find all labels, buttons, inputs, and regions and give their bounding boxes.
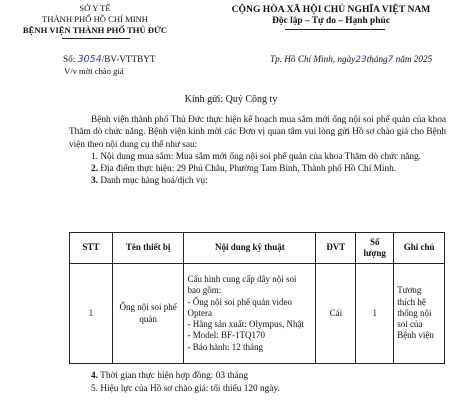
col-header-qty: Số lượng — [356, 233, 394, 264]
goods-table — [69, 232, 445, 364]
item-1-label: Nội dung mua sắm: — [100, 151, 174, 162]
table-header-row — [70, 233, 445, 264]
date-month-handwritten: 7 — [387, 55, 394, 65]
item-3-number: 3. — [91, 176, 98, 187]
item-2-label: Địa điểm thực hiện: — [100, 164, 175, 175]
item-1-number: 1. — [91, 151, 98, 162]
cell-qty: 1 — [356, 264, 394, 364]
date-prefix: Tp. Hồ Chí Minh, ngày — [270, 54, 356, 64]
motto: Độc lập – Tự do – Hạnh phúc — [272, 16, 390, 26]
doc-number — [63, 54, 156, 65]
col-header-name: Tên thiết bị — [112, 233, 184, 264]
cell-note: Tương thích hệ thống nội soi của Bệnh viện — [394, 264, 445, 364]
col-header-unit: ĐVT — [316, 233, 356, 264]
doc-number-suffix: /BV-VTTBYT — [101, 54, 156, 64]
cell-stt: 1 — [70, 264, 113, 364]
date-day-handwritten: 23 — [355, 55, 367, 65]
salutation: Kính gửi: Quý Công ty — [184, 94, 278, 105]
item-1-text: Mua sắm mới ống nội soi phế quản của khoa Thăm dò chức năng. — [175, 151, 421, 162]
hospital-name: BỆNH VIỆN THÀNH PHỐ THỦ ĐỨC — [22, 25, 168, 35]
header-left-underline — [62, 38, 130, 39]
doc-subject: V/v mời chào giá — [64, 66, 124, 76]
agency-line-2: THÀNH PHỐ HỒ CHÍ MINH — [42, 14, 148, 24]
col-header-note: Ghi chú — [394, 233, 445, 264]
col-header-specs: Nội dung kỹ thuật — [184, 233, 316, 264]
item-5-number: 5. — [91, 384, 98, 394]
nation-title: CỘNG HÒA XÃ HỘI CHỦ NGHĨA VIỆT NAM — [231, 4, 431, 15]
item-2-number: 2. — [91, 164, 98, 175]
item-2-text: 29 Phú Châu, Phường Tam Bình, Thành phố Hồ Chí Minh. — [176, 164, 397, 175]
date-line — [270, 54, 432, 65]
motto-underline — [285, 29, 385, 30]
spec-line: bao gồm: — [187, 285, 222, 296]
item-1 — [0, 151, 462, 163]
doc-number-prefix: Số: — [63, 54, 76, 64]
col-header-stt: STT — [70, 233, 113, 264]
item-4-number: 4. — [91, 371, 98, 381]
cell-name: Ống nội soi phế quản — [112, 264, 184, 364]
item-3 — [0, 175, 462, 187]
agency-line-1: SỞ Y TẾ — [79, 3, 111, 13]
item-4 — [91, 371, 248, 381]
item-5 — [91, 384, 280, 394]
item-3-label: Danh mục hàng hoá/dịch vụ: — [100, 176, 208, 187]
spec-line: - Ống nội soi phế quản video — [187, 296, 292, 307]
spec-line: - Bảo hành: 12 tháng — [187, 341, 263, 352]
item-4-text: Thời gian thực hiện hợp đồng: 03 tháng — [100, 371, 248, 381]
spec-line: - Hãng sản xuất: Olympus, Nhật — [187, 319, 304, 330]
cell-specs — [184, 264, 316, 364]
intro-paragraph: Bệnh viện thành phố Thủ Đức thực hiện kế hoạch mua sắm mới ống nội soi phế quản của khoa Thăm dò chức năng. Bệnh viện kính mời các Đơn vị quan tâm vui lòng gửi Hồ sơ chào giá cho Bệnh viện theo nội dung cụ thể như sau: — [69, 115, 446, 150]
date-month-label: tháng — [366, 54, 388, 64]
body-text — [0, 114, 462, 188]
item-5-text: Hiệu lực của Hồ sơ chào giá: tối thiểu 120 ngày. — [100, 384, 280, 394]
cell-unit: Cái — [316, 264, 356, 364]
spec-line: - Model: BF-1TQ170 — [187, 330, 265, 341]
doc-number-handwritten: 3054 — [77, 54, 102, 65]
table-row — [70, 264, 445, 364]
spec-line: Optera — [187, 307, 212, 318]
spec-line: Cấu hình cung cấp dây nội soi — [187, 273, 297, 284]
date-year: năm 2025 — [395, 54, 433, 64]
item-2 — [0, 163, 462, 175]
